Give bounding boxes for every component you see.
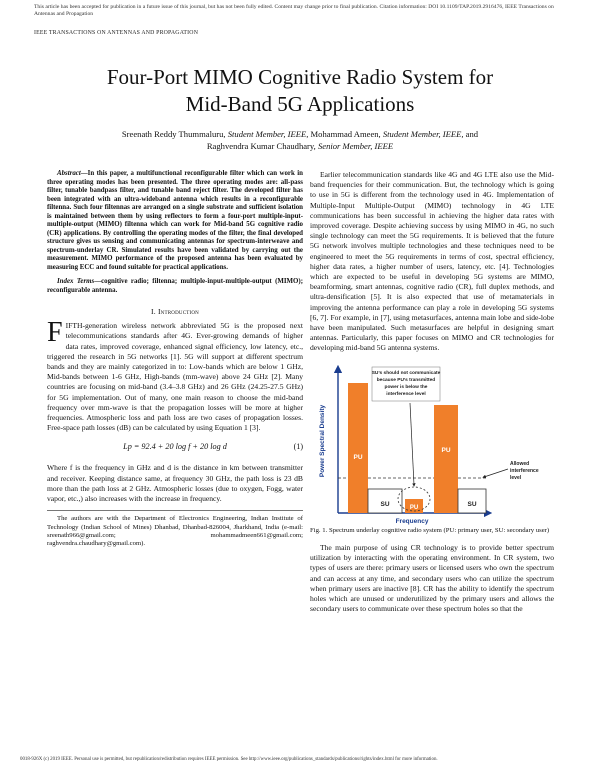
author-3-name: Raghvendra Kumar Chaudhary, bbox=[206, 141, 318, 151]
equation-1 bbox=[47, 440, 303, 456]
y-axis-label: Power Spectral Density bbox=[319, 404, 326, 477]
preprint-banner: This article has been accepted for publication in a future issue of this journal, but has not been fully edited. Content may change prior to final publication. Citation information: DOI 10.1109/TAP.2019.2916476, IEEE Transactions on Antennas and Propagation bbox=[34, 4, 554, 17]
allowed-line-3: level bbox=[510, 474, 522, 481]
title-line-2: Mid-Band 5G Applications bbox=[185, 92, 415, 116]
right-paragraph-2: The main purpose of using CR technology is to provide better spectrum utilization by interacting with the operating environment. In CR system, two types of users are there: primary users or licensed users who own the spectrum and can access at any time, and secondary users who can utilize the spectrum when primary users are inactive [8]. CR has the ability to identify the spectrum holes which are unused or underutilized by the primary users and allows the secondary users to communicate over these spectrum holes so that the bbox=[310, 543, 554, 614]
copyright-footer: 0018-926X (c) 2019 IEEE. Personal use is permitted, but republication/redistribution requires IEEE permission. See http://www.ieee.org/publications_standards/publications/rights/index.html for more information. bbox=[20, 757, 438, 762]
figure-1 bbox=[310, 361, 554, 525]
abstract-lead: Abstract bbox=[57, 170, 81, 177]
author-list bbox=[40, 128, 560, 152]
author-1-name: Sreenath Reddy Thummaluru, bbox=[121, 129, 228, 139]
pu-label-1: PU bbox=[353, 453, 363, 461]
spectrum-figure-svg bbox=[310, 361, 554, 525]
section-heading bbox=[47, 307, 303, 317]
index-terms-lead: Index Terms bbox=[57, 278, 95, 285]
author-3-role: Senior Member, IEEE bbox=[317, 141, 394, 151]
allowed-line-2: interference bbox=[510, 467, 539, 474]
section-number: I. bbox=[151, 307, 158, 316]
right-paragraph-1: Earlier telecommunication standards like 4G and 4G LTE also use the Mid-band frequencies for their communication. But, the technology which is going to use in 5G is different from the technology used in 4G. Implementation of Multiple-Input Multiple-Output (MIMO) technology in 4G LTE communications has been successful in achieving the higher data rates with improved coverage. Despite achieving success by using MIMO in 4G, no such single technology can meet the 5G requirements. It is believed that the future 5G network involves multiple technologies and these techniques need to be engineered to meet the 5G requirements in terms of cost, spectral efficiency, higher data rates, a higher number of users, latency, etc. [4]. Technologies which are expected to be useful in developing 5G systems are MIMO, beamforming, smart antennas, cognitive radio (CR), full duplex methods, and ultra-densification [5]. It is also expected that use of metamaterials in improving the antenna performance can play a role in developing 5G systems [6, 7]. For example, in [7], using metasurfaces, antenna main lobe and side-lobe have been manipulated. Such metasurfaces are helpful in designing smart antennas. Particularly, this paper focuses on MIMO and CR technologies for developing mid-band 5G antenna systems. bbox=[310, 170, 554, 353]
su-label-1: SU bbox=[380, 500, 390, 508]
index-terms-text: —cognitive radio; filtenna; multiple-input-multiple-output (MIMO); reconfigurable antenna. bbox=[47, 278, 303, 294]
intro-paragraph-2: Where f is the frequency in GHz and d is the distance in km between transmitter and receiver. Keeping distance same, at frequency 30 GHz, the path loss is 23 dB more than the path loss at 2 GHz. Atmospheric losses (due to oxygen, Fogg, water vapor, etc.,) also increases with the increase in frequency. bbox=[47, 463, 303, 504]
equation-text: Lp = 92.4 + 20 log f + 20 log d bbox=[123, 442, 227, 452]
figure-caption: Fig. 1. Spectrum underlay cognitive radio system (PU: primary user, SU: secondary user) bbox=[310, 526, 550, 534]
author-2-name: , Mohammad Ameen, bbox=[306, 129, 383, 139]
title-line-1: Four-Port MIMO Cognitive Radio System for bbox=[106, 65, 494, 89]
pu-block-2 bbox=[434, 405, 458, 513]
abstract bbox=[47, 170, 303, 272]
index-terms bbox=[47, 278, 303, 295]
author-1-role: Student Member, IEEE bbox=[227, 129, 307, 139]
dropcap: F bbox=[47, 317, 63, 349]
annotation-line-1: SU’s should not communicate bbox=[371, 370, 441, 376]
pu-block-1 bbox=[348, 383, 368, 513]
equation-number: (1) bbox=[293, 442, 303, 452]
intro-paragraph-1 bbox=[47, 317, 303, 433]
allowed-line-1: Allowed bbox=[510, 460, 530, 467]
annotation-line-3: power is below the bbox=[384, 384, 428, 390]
pu-label-3: PU bbox=[409, 504, 419, 511]
paper-title bbox=[40, 64, 560, 118]
annotation-line-4: interference level bbox=[386, 391, 426, 397]
annotation-line-2: because PU’s transmitted bbox=[376, 377, 436, 383]
section-title: Introduction bbox=[157, 307, 199, 316]
pu-label-2: PU bbox=[441, 446, 451, 454]
left-column bbox=[47, 170, 303, 549]
abstract-text: —In this paper, a multifunctional reconfigurable filter which can work in three operating modes has been presented. The three operating modes are: all-pass filter, tunable bandpass filter, and tunable band reject filter. The developed filter has been integrated with an ultra-wideband antenna which results in a reconfigurable filtenna. Such four filtennas are arranged on a single substrate and sufficient isolation is maintained between them by using reflectors to form a four-port multiple-input-multiple-output (MIMO) filtenna which can work for Mid-band 5G cognitive radio (CR) applications. By controlling the operating modes of the filter, the final developed structure gives us sensing and communicating antennas for spectrum-interweave and spectrum-underlay CR. Simulated results have been validated by carrying out the measurement. MIMO performance of the proposed antenna has been evaluated by measuring ECC and found suitable for practical applications. bbox=[47, 170, 303, 271]
author-2-role: Student Member, IEEE, bbox=[382, 129, 464, 139]
author-footnote: The authors are with the Department of Electronics Engineering, Indian Institute of Technology (Indian School of Mines) Dhanbad, Dhanbad-826004, Jharkhand, India (e-mail: sreenath966@gmail.com; mohammadmeen661@gmail.com; raghvendra.chaudhary@gmail.com). bbox=[47, 510, 303, 549]
x-axis-label: Frequency bbox=[395, 517, 429, 525]
right-column bbox=[310, 170, 554, 614]
intro-p1-text: IFTH-generation wireless network abbreviated 5G is the proposed next telecommunications standards after 4G. Ever-growing demands of higher data rates, improved coverage, enhanced signal efficiency, low latency, etc., triggered the research in 5G networks [1]. 5G will support at different spectrum bands and they are mainly categorized in to: Low-bands which are below 1 GHz, Mid-bands between 1-6 GHz, High-bands (mm-wave) above 24 GHz [2]. Many countries are focusing on mid-band (3.4–3.8 GHz) and 26 GHz (24.25-27.5 GHz) for 5G implementation. Out of many, one main reason to choose the mid-band frequency over mm-wave is that the propagation losses will be more at higher frequencies. Atmospheric loss and path loss are two cases of propagation losses. Free-space path losses (dB) can be calculated by using Equation 1 [3]. bbox=[47, 321, 303, 433]
author-and: and bbox=[463, 129, 479, 139]
su-label-2: SU bbox=[467, 500, 477, 508]
journal-header: IEEE TRANSACTIONS ON ANTENNAS AND PROPAGATION bbox=[34, 30, 199, 36]
